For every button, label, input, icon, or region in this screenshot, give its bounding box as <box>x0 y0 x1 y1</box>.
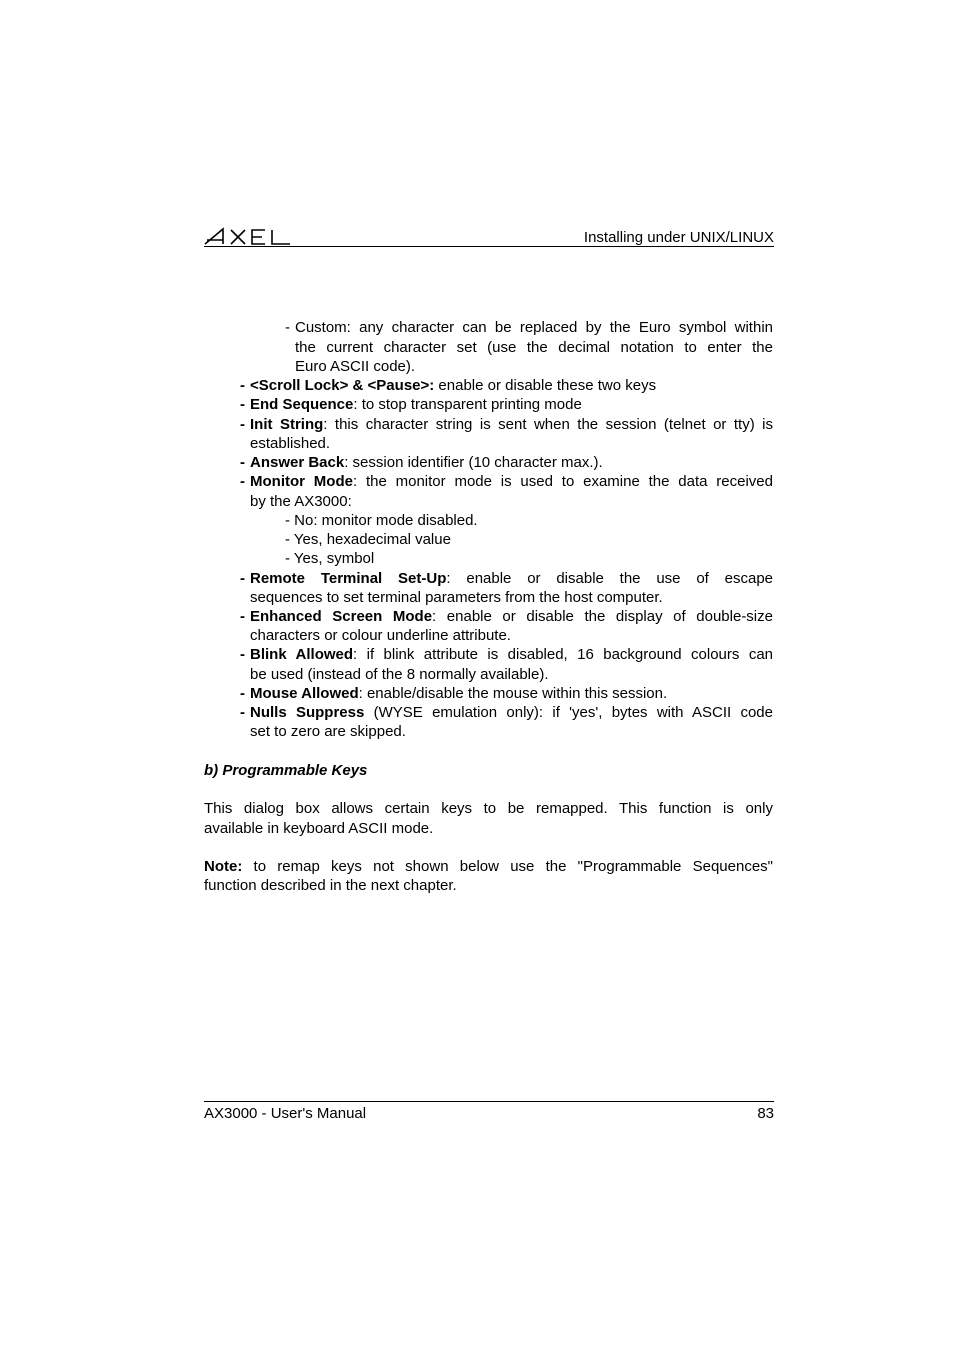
list-item-nulls-suppress-cont: set to zero are skipped. <box>250 723 406 740</box>
axel-logo <box>204 226 292 246</box>
note-line2: function described in the next chapter. <box>204 877 457 894</box>
custom-item-line3: Euro ASCII code). <box>295 358 416 375</box>
list-item-dash: - <box>240 377 245 394</box>
list-item-init-string-cont: established. <box>250 435 331 452</box>
list-item-enhanced-screen-cont: characters or colour underline attribute. <box>250 627 511 644</box>
list-item-dash: - <box>240 608 245 625</box>
note-line1: Note: to remap keys not shown below use the "Programmable Sequences" <box>204 858 773 875</box>
list-item-dash: - <box>240 454 245 471</box>
list-item-monitor-mode: Monitor Mode: the monitor mode is used to examine the data received <box>250 473 773 490</box>
list-item-answer-back: Answer Back: session identifier (10 character max.). <box>250 454 603 471</box>
list-item-dash: - <box>240 646 245 663</box>
list-item-blink-allowed-cont: be used (instead of the 8 normally available). <box>250 666 549 683</box>
list-item-nulls-suppress: Nulls Suppress (WYSE emulation only): if 'yes', bytes with ASCII code <box>250 704 773 721</box>
list-item-init-string: Init String: this character string is sent when the session (telnet or tty) is <box>250 416 774 433</box>
list-item-dash: - <box>240 685 245 702</box>
list-item-end-sequence: End Sequence: to stop transparent printing mode <box>250 396 582 413</box>
custom-item-prefix: - <box>285 319 290 336</box>
monitor-option: - Yes, hexadecimal value <box>285 531 451 548</box>
list-item-enhanced-screen: Enhanced Screen Mode: enable or disable the display of double-size <box>250 608 773 625</box>
paragraph-line2: available in keyboard ASCII mode. <box>204 820 434 837</box>
page-header <box>204 222 774 247</box>
list-item-mouse-allowed: Mouse Allowed: enable/disable the mouse within this session. <box>250 685 668 702</box>
manual-title: AX3000 - User's Manual <box>204 1105 367 1122</box>
list-item-dash: - <box>240 416 245 433</box>
custom-item-line2: the current character set (use the decimal notation to enter the <box>295 339 773 356</box>
list-item-dash: - <box>240 473 245 490</box>
custom-item-line1: Custom: any character can be replaced by the Euro symbol within <box>295 319 773 336</box>
monitor-option: - Yes, symbol <box>285 550 375 567</box>
list-item-scroll-lock: <Scroll Lock> & <Pause>: enable or disable these two keys <box>250 377 657 394</box>
list-item-dash: - <box>240 570 245 587</box>
section-heading: b) Programmable Keys <box>204 762 368 779</box>
page-footer <box>204 1101 774 1122</box>
list-item-remote-terminal: Remote Terminal Set-Up: enable or disable the use of escape <box>250 570 774 587</box>
list-item-remote-terminal-cont: sequences to set terminal parameters from the host computer. <box>250 589 663 606</box>
page-number: 83 <box>757 1105 774 1122</box>
list-item-dash: - <box>240 396 245 413</box>
list-item-monitor-mode-cont: by the AX3000: <box>250 493 352 510</box>
list-item-blink-allowed: Blink Allowed: if blink attribute is disabled, 16 background colours can <box>250 646 773 663</box>
section-title: Installing under UNIX/LINUX <box>583 229 774 246</box>
paragraph-line1: This dialog box allows certain keys to be remapped. This function is only <box>204 800 773 817</box>
list-item-dash: - <box>240 704 245 721</box>
monitor-option: - No: monitor mode disabled. <box>285 512 478 529</box>
